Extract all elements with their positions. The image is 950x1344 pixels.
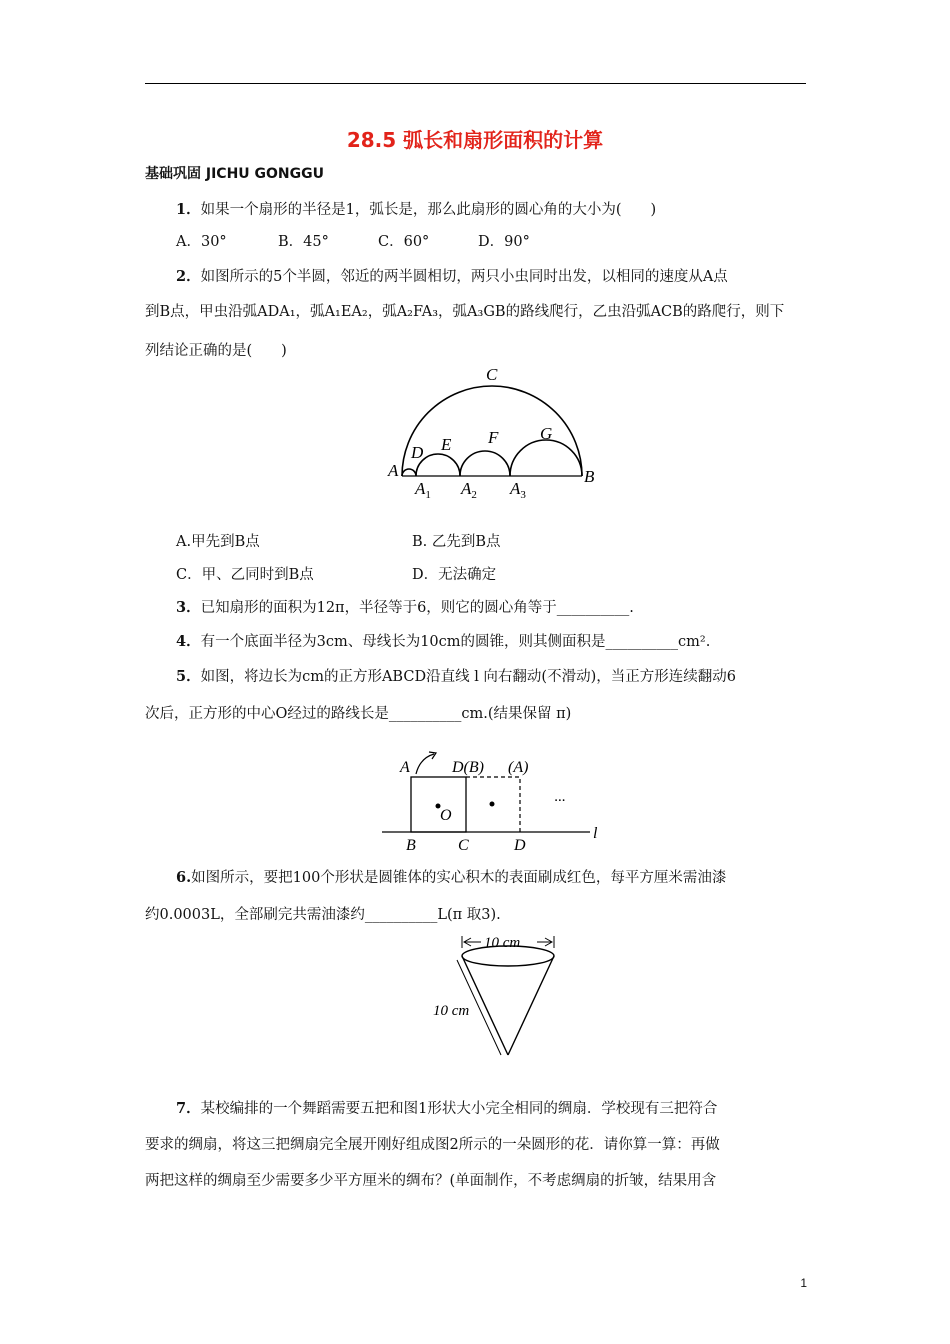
question-number: 7． — [176, 1100, 201, 1117]
label-a-prime: (A) — [508, 759, 529, 776]
question-7-line-3: 两把这样的绸扇至少需要多少平方厘米的绸布？(单面制作，不考虑绸扇的折皱，结果用含 — [145, 1173, 717, 1189]
question-text: 如图所示，要把100个形状是圆锥体的实心积木的表面刷成红色，每平方厘米需油漆 — [191, 870, 727, 886]
label-l: l — [593, 825, 598, 842]
cone-side-right — [508, 956, 554, 1055]
question-number: 4． — [176, 633, 201, 650]
label-d: D — [514, 837, 526, 854]
question-2-options-row-2 — [176, 563, 496, 584]
question-number: 3． — [176, 599, 201, 616]
square-rolling-figure — [380, 752, 610, 857]
question-2-line-2: 到B点，甲虫沿弧ADA₁，弧A₁EA₂，弧A₂FA₃，弧A₃GB的路线爬行，乙虫沿弧ACB的路爬行，则下 — [145, 304, 785, 320]
question-text: 如图所示的5个半圆，邻近的两半圆相切，两只小虫同时出发，以相同的速度从A点 — [200, 269, 728, 285]
question-3 — [176, 596, 634, 617]
label-a1: $A_1$ — [415, 479, 431, 501]
label-side-dimension: 10 cm — [433, 1003, 470, 1019]
label-b: B — [406, 837, 416, 854]
label-o: O — [440, 807, 452, 824]
cone-figure — [425, 928, 565, 1058]
option-a: A．30° — [176, 234, 227, 250]
option-b: B．45° — [278, 234, 329, 250]
label-b: B — [584, 467, 595, 486]
label-db: D(B) — [452, 759, 484, 776]
question-5-line-1 — [176, 665, 736, 686]
section-heading: 基础巩固 JICHU GONGGU — [145, 166, 324, 182]
option-c: C．60° — [378, 234, 430, 250]
question-number: 6. — [176, 869, 192, 886]
question-text: 如图，将边长为cm的正方形ABCD沿直线 l 向右翻动(不滑动)，当正方形连续翻动6 — [200, 669, 736, 685]
question-7-line-2: 要求的绸扇，将这三把绸扇完全展开刚好组成图2所示的一朵圆形的花．请你算一算：再做 — [145, 1137, 720, 1153]
question-text: 已知扇形的面积为12π，半径等于6，则它的圆心角等于__________. — [200, 600, 634, 616]
page-number: 1 — [800, 1276, 807, 1290]
question-6-line-1 — [176, 866, 726, 887]
question-4 — [176, 630, 710, 651]
ellipsis: ··· — [554, 793, 566, 809]
label-d: D — [411, 443, 424, 462]
question-text: 如果一个扇形的半径是1，弧长是，那么此扇形的圆心角的大小为( ) — [200, 202, 657, 218]
question-number: 5． — [176, 668, 201, 685]
question-text: 某校编排的一个舞蹈需要五把和图1形状大小完全相同的绸扇．学校现有三把符合 — [200, 1101, 718, 1117]
option-a: A.甲先到B点 — [176, 534, 260, 550]
question-number: 2． — [176, 268, 201, 285]
question-6-line-2: 约0.0003L，全部刷完共需油漆约__________L(π 取3). — [145, 907, 501, 923]
label-c: C — [458, 837, 469, 854]
semicircles-figure — [380, 362, 610, 502]
label-f: F — [488, 428, 499, 447]
center-dot-2 — [490, 802, 495, 807]
semicircle-f — [460, 451, 510, 476]
question-number: 1． — [176, 201, 201, 218]
label-g: G — [540, 424, 553, 443]
label-a: A — [388, 461, 399, 480]
option-d: D．无法确定 — [412, 567, 497, 583]
question-5-line-2: 次后，正方形的中心O经过的路线长是__________cm.(结果保留 π) — [145, 706, 572, 722]
header-rule — [145, 83, 806, 84]
label-a: A — [400, 759, 410, 776]
label-c: C — [486, 365, 498, 384]
question-1-options — [176, 230, 530, 251]
question-2-options-row-1 — [176, 530, 501, 551]
question-2-line-3: 列结论正确的是( ) — [145, 343, 287, 359]
option-d: D．90° — [478, 234, 530, 250]
label-e: E — [441, 435, 452, 454]
option-c: C．甲、乙同时到B点 — [176, 567, 314, 583]
roll-arrow — [416, 754, 434, 774]
question-text: 有一个底面半径为3cm、母线长为10cm的圆锥，则其侧面积是__________cm². — [200, 634, 711, 650]
label-top-dimension: 10 cm — [484, 935, 521, 951]
label-a3: $A_3$ — [510, 479, 526, 501]
page-title: 28.5 弧长和扇形面积的计算 — [346, 128, 604, 152]
semicircle-g — [510, 440, 582, 476]
label-a2: $A_2$ — [461, 479, 477, 501]
question-7-line-1 — [176, 1097, 717, 1118]
question-2-line-1 — [176, 265, 728, 286]
question-1 — [176, 198, 656, 219]
option-b: B. 乙先到B点 — [412, 534, 501, 550]
semicircle-d — [402, 469, 416, 476]
